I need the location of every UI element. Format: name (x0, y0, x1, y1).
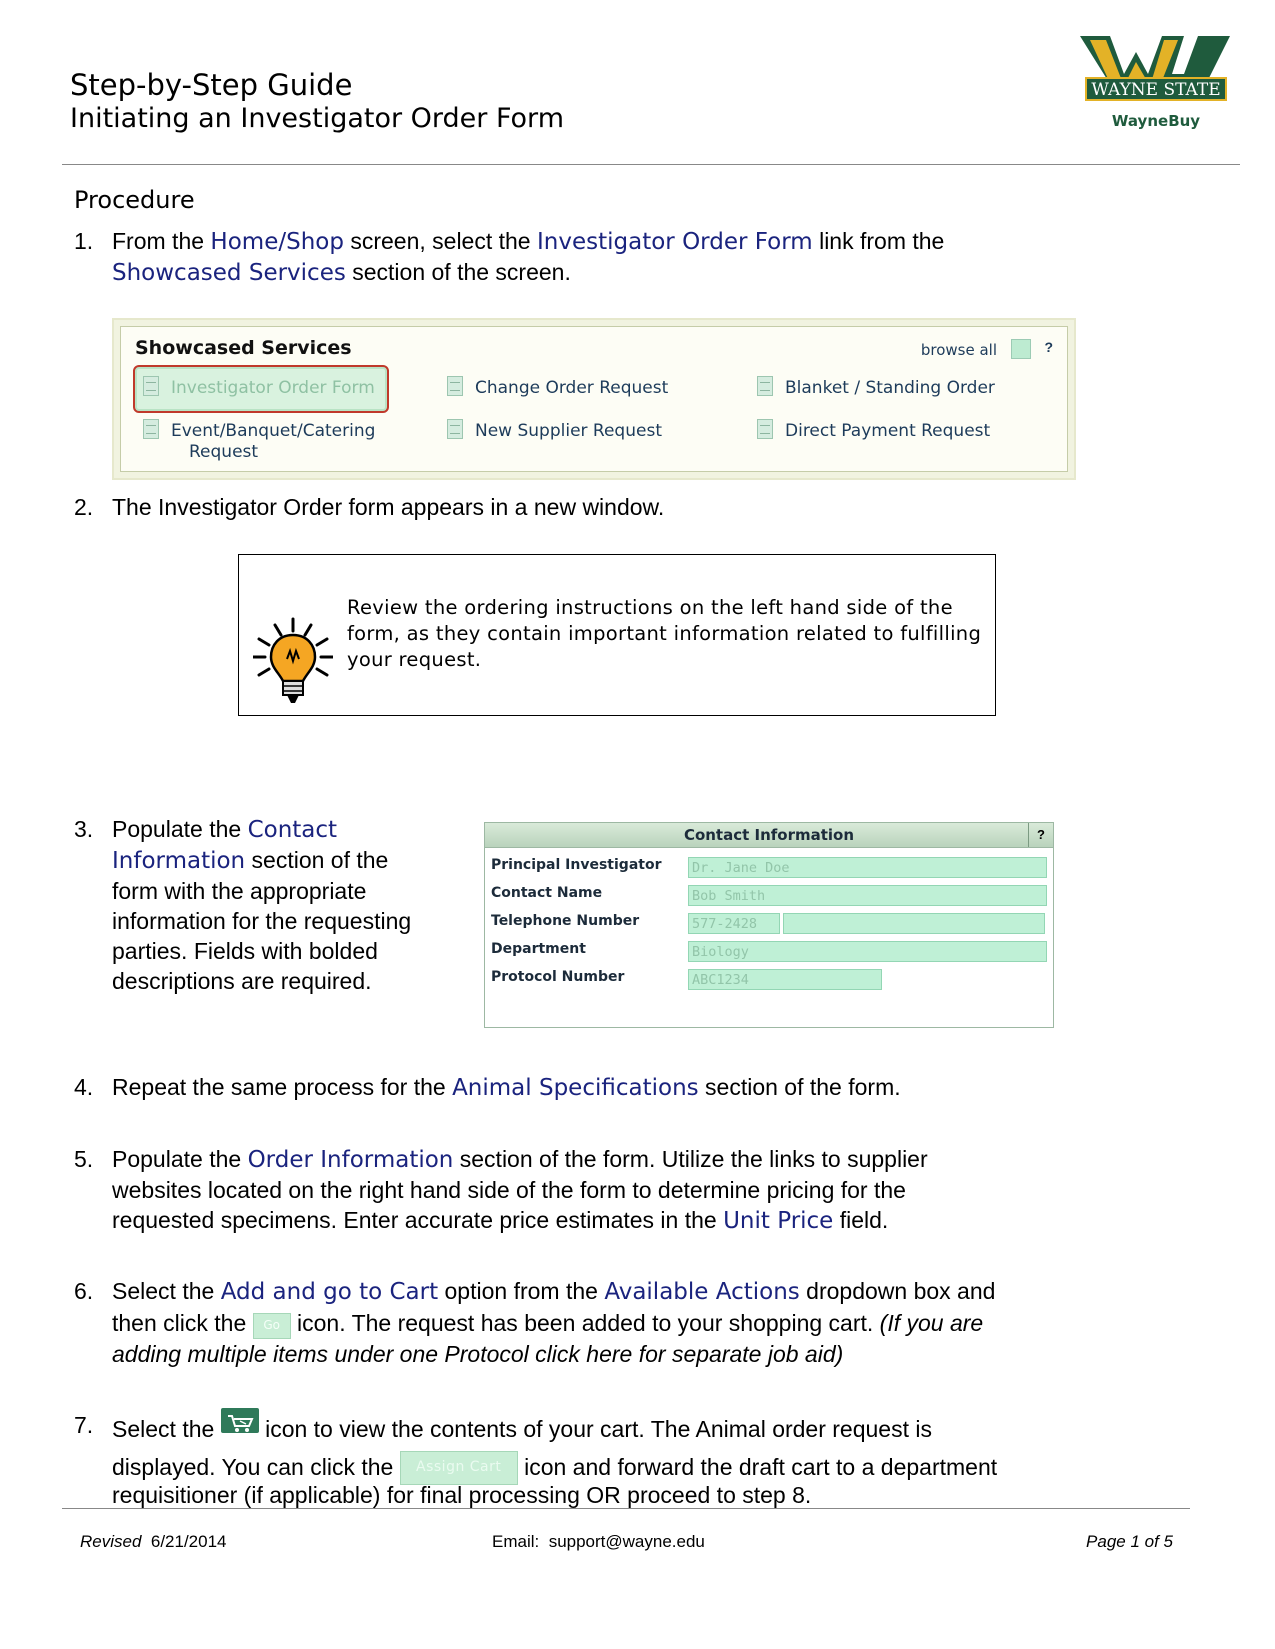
tip-box (238, 554, 996, 716)
label-department: Department (491, 941, 586, 957)
contact-name-field[interactable]: Bob Smith (688, 885, 1047, 906)
support-email: Email: support@wayne.edu (492, 1532, 705, 1551)
contact-information-title: Contact Information (485, 823, 1053, 848)
unit-price-ref: Unit Price (723, 1208, 834, 1234)
available-actions-ref: Available Actions (604, 1279, 800, 1305)
telephone-extension-field[interactable] (783, 913, 1045, 934)
investigator-order-form-ref: Investigator Order Form (537, 229, 813, 255)
change-order-request-link[interactable]: Change Order Request (447, 376, 668, 399)
label-principal-investigator: Principal Investigator (491, 857, 662, 873)
document-icon (757, 376, 773, 396)
principal-investigator-field[interactable]: Dr. Jane Doe (688, 857, 1047, 878)
document-icon (143, 419, 159, 439)
protocol-number-field[interactable]: ABC1234 (688, 969, 882, 990)
telephone-number-field[interactable]: 577-2428 (688, 913, 780, 934)
event-banquet-catering-link[interactable]: Event/Banquet/Catering Request (143, 419, 375, 463)
showcased-services-ref: Showcased Services (112, 260, 346, 286)
direct-payment-request-link[interactable]: Direct Payment Request (757, 419, 990, 442)
add-and-go-to-cart-ref: Add and go to Cart (220, 1279, 439, 1305)
browse-all-link[interactable]: browse all (920, 341, 997, 359)
showcased-services-title: Showcased Services (135, 337, 352, 359)
guide-subtitle: Initiating an Investigator Order Form (70, 103, 564, 134)
email-link[interactable]: support@wayne.edu (548, 1532, 705, 1551)
footer-divider (62, 1508, 1190, 1509)
label-telephone-number: Telephone Number (491, 913, 640, 929)
wayne-state-logo (1080, 34, 1240, 144)
label-contact-name: Contact Name (491, 885, 603, 901)
order-information-ref: Order Information (247, 1147, 454, 1173)
new-supplier-request-link[interactable]: New Supplier Request (447, 419, 662, 442)
tip-text: Review the ordering instructions on the left hand side of the form, as they contain important information related to fulfilling your request. (347, 596, 982, 671)
lightbulb-icon (253, 617, 333, 707)
label-protocol-number: Protocol Number (491, 969, 625, 985)
document-icon (447, 419, 463, 439)
document-icon (143, 376, 159, 396)
section-heading: Procedure (74, 186, 195, 214)
assign-cart-button[interactable]: Assign Cart (400, 1451, 518, 1485)
contact-information-ref: Contact (247, 817, 338, 843)
logo-text: WAYNE STATE (1091, 80, 1221, 100)
investigator-order-form-link[interactable]: Investigator Order Form (143, 376, 375, 399)
browse-icon[interactable] (1011, 339, 1031, 359)
header-divider (62, 164, 1240, 165)
animal-specifications-ref: Animal Specifications (452, 1075, 699, 1101)
job-aid-link[interactable]: adding multiple items under one Protocol click here for separate job aid) (112, 1341, 844, 1367)
go-button[interactable]: Go (253, 1313, 291, 1339)
contact-information-panel (484, 822, 1054, 1028)
department-field[interactable]: Biology (688, 941, 1047, 962)
cart-icon[interactable] (221, 1408, 259, 1433)
help-icon[interactable]: ? (1044, 339, 1053, 355)
blanket-standing-order-link[interactable]: Blanket / Standing Order (757, 376, 995, 399)
help-icon[interactable]: ? (1028, 823, 1053, 847)
document-icon (757, 419, 773, 439)
revised-date: Revised 6/21/2014 (80, 1532, 227, 1551)
logo-subtext: WayneBuy (1111, 112, 1201, 130)
home-shop-ref: Home/Shop (210, 229, 344, 255)
document-icon (447, 376, 463, 396)
page-number: Page 1 of 5 (1086, 1532, 1173, 1551)
showcased-services-panel (112, 318, 1076, 480)
guide-title: Step-by-Step Guide (70, 68, 353, 102)
